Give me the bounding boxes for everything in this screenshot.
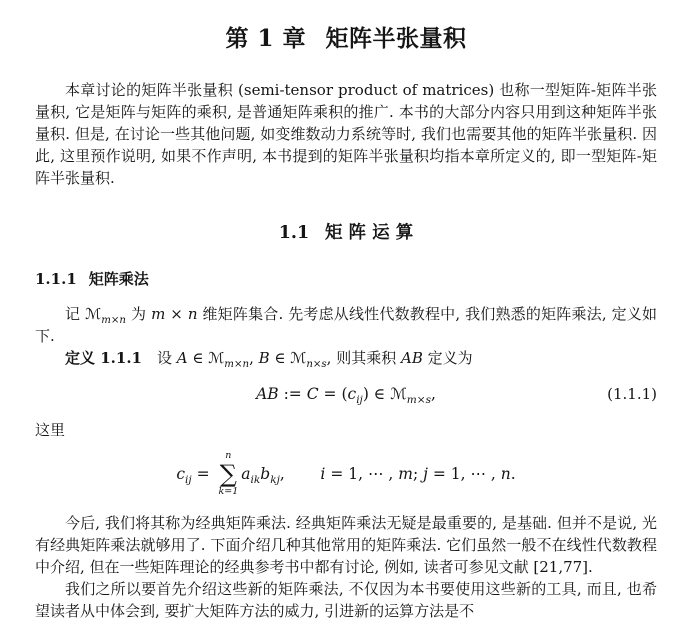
equation-1 — [35, 382, 657, 406]
page-content — [0, 20, 692, 622]
matrix-set-paragraph: 记 ℳ$_{m\times n}$ 为 m × n 维矩阵集合. 先考虑从线性代数教程中, 我们熟悉的矩阵乘法, 定义如下. — [35, 305, 657, 345]
equation-2 — [35, 451, 657, 498]
here-text: 这里 — [35, 421, 66, 439]
subsection-title — [35, 268, 657, 289]
definition-paragraph: 定义 1.1.1 设 A ∈ ℳ$_{m\times n}$, B ∈ ℳ$_{n\times s}$, 则其乘积 AB 定义为 — [65, 349, 473, 370]
closing-paragraph: 我们之所以要首先介绍这些新的矩阵乘法, 不仅因为本书要使用这些新的工具, 而且, 也希望读者从中体会到, 要扩大矩阵方法的威力, 引进新的运算方法是不 — [35, 580, 657, 621]
equation-2-body: $c_{ij}$ = n ∑ k=1 $a_{ik}b_{kj}$, i = 1, ⋯ , m; j = 1, ⋯ , n. — [176, 450, 516, 498]
equation-1-body: AB := $C = (c_{ij})$ ∈ ℳ$_{m\times s}$, — [256, 385, 436, 407]
section-name: 矩 阵 运 算 — [324, 223, 414, 243]
chapter-name: 矩阵半张量积 — [325, 25, 467, 52]
subsection-number: 1.1.1 — [35, 270, 77, 288]
section-number: 1.1 — [278, 223, 310, 243]
intro-paragraph: 本章讨论的矩阵半张量积 (semi-tensor product of matrices) 也称一型矩阵-矩阵半张量积, 它是矩阵与矩阵的乘积, 是普通矩阵乘积的推广. 本书的大部分内容只用到这种矩阵半张量积. 但是, 在讨论一些其他问题, 如变维数动力系统等时, 我们也需要其他的矩阵半张量积. 因此, 这里预作说明, 如果不作声明, 本书提到的矩阵半张量积均指本章所定义的, 即一型矩阵-矩阵半张量积. — [35, 81, 657, 187]
classic-paragraph: 今后, 我们将其称为经典矩阵乘法. 经典矩阵乘法无疑是最重要的, 是基础. 但并不是说, 光有经典矩阵乘法就够用了. 下面介绍几种其他常用的矩阵乘法. 它们虽然一般不在线性代数教程中介绍, 但在一些矩阵理论的经典参考书中都有讨论, 例如, 读者可参见文献 [21,77]. — [35, 514, 657, 577]
subsection-name: 矩阵乘法 — [88, 270, 149, 288]
equation-1-number: (1.1.1) — [607, 385, 657, 403]
section-title — [35, 219, 657, 244]
chapter-number: 第 1 章 — [225, 25, 306, 52]
chapter-title — [35, 20, 657, 53]
